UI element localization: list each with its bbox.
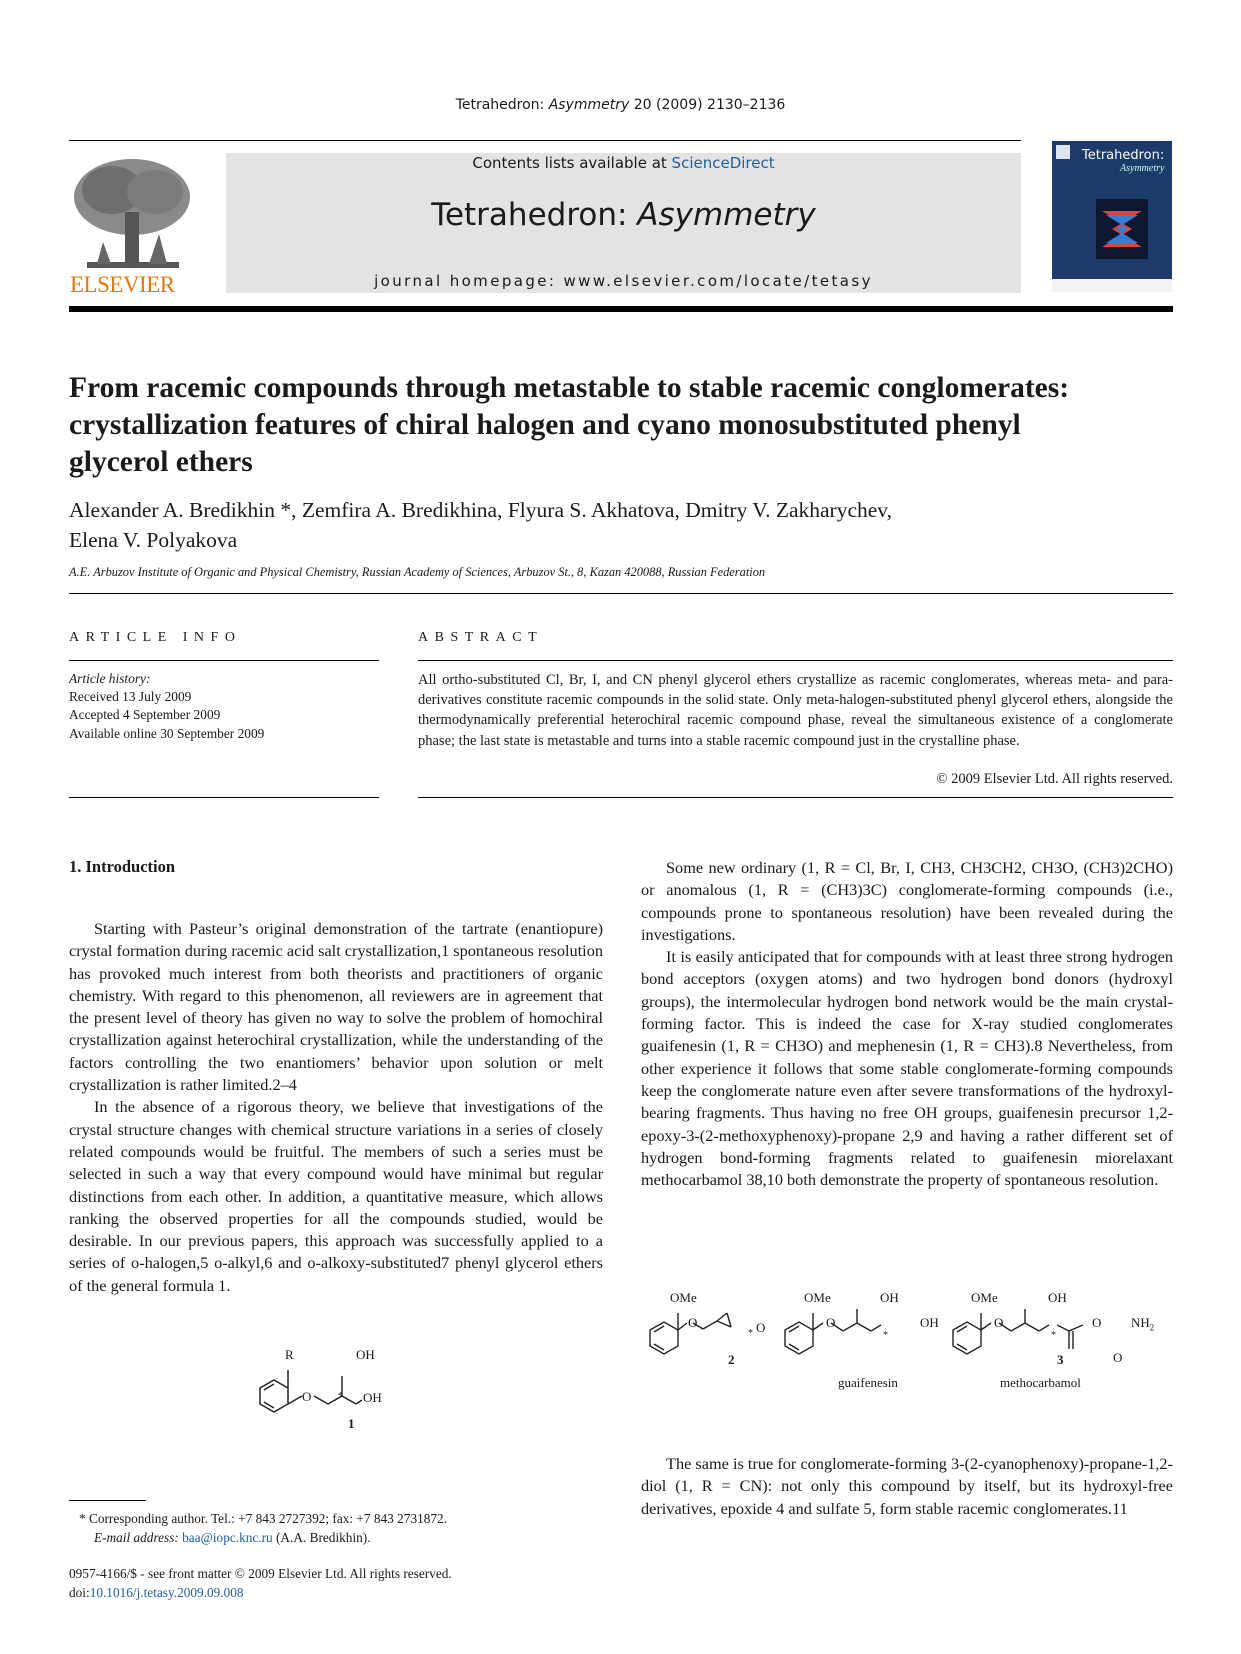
sciencedirect-link[interactable]: ScienceDirect <box>671 154 775 172</box>
journal-name: Tetrahedron: Asymmetry <box>431 197 816 233</box>
cover-subtitle: Asymmetry <box>1120 163 1165 174</box>
cover-title: Tetrahedron: <box>1082 148 1165 163</box>
guaifenesin-stereo: * <box>883 1330 888 1341</box>
methocarbamol-ome: OMe <box>971 1290 998 1305</box>
methocarbamol-number: 3 <box>1057 1352 1064 1367</box>
left-column <box>69 918 603 1297</box>
methocarbamol-oh: OH <box>1048 1290 1067 1305</box>
journal-homepage[interactable]: journal homepage: www.elsevier.com/locate/tetasy <box>374 272 873 290</box>
methocarbamol-o-ester: O <box>1092 1315 1102 1330</box>
guaifenesin-label: guaifenesin <box>838 1375 898 1390</box>
article-info-heading: ARTICLE INFO <box>69 630 242 645</box>
guaifenesin-ome: OMe <box>804 1290 831 1305</box>
formula-1-stereo-mark: * <box>338 1391 343 1402</box>
guaifenesin-oh: OH <box>880 1290 899 1305</box>
intro-paragraph-5: The same is true for conglomerate-forming 3-(2-cyanophenoxy)-propane-1,2-diol (1, R = CN): not only this compound by itself, but its hydroxyl-free derivatives, epoxide 4 and sulfate 5, form stable racemic conglomerates.11 <box>641 1454 1173 1518</box>
right-column-continued <box>641 1453 1173 1520</box>
formula-1-o-label: O <box>302 1389 312 1404</box>
intro-paragraph-2: In the absence of a rigorous theory, we believe that investigations of the crystal structure changes with chemical structure variations in a series of closely related compounds would be fruitful. The members of such a series must be selected in such a way that every compound would have minimal but regular distinctions from each other. In addition, a quantitative measure, which allows ranking the observed properties for all the compounds studied, would be desirable. In our previous papers, this approach was successfully applied to a series of o-halogen,5 o-alkyl,6 and o-alkoxy-substituted7 phenyl glycerol ethers of the general formula 1. <box>69 1097 603 1295</box>
compound-2-stereo: * <box>748 1328 753 1339</box>
contents-line: Contents lists available at ScienceDirect <box>472 154 775 172</box>
info-rule-bottom <box>69 797 379 798</box>
methocarbamol-o: O <box>994 1315 1004 1330</box>
doi-link[interactable]: 10.1016/j.tetasy.2009.09.008 <box>89 1584 244 1600</box>
article-history: Article history: Received 13 July 2009 Accepted 4 September 2009 Available online 30 September 2009 <box>69 671 265 741</box>
article-title: From racemic compounds through metastable to stable racemic conglomerates: crystallization features of chiral halogen and cyano monosubstituted phenyl glycerol ethers <box>69 372 1070 478</box>
methocarbamol-stereo: * <box>1051 1330 1056 1341</box>
intro-paragraph-1: Starting with Pasteur’s original demonstration of the tartrate (enantiopure) crystal formation during racemic acid salt crystallization,1 spontaneous resolution has provoked much interest from both theorists and practitioners of organic chemistry. With regard to this phenomenon, all reviewers are in agreement that the present level of theory has given no way to solve the problem of homochiral crystallization against heterochiral crystallization, while the understanding of the factors controlling the two enantiomers’ behavior upon solution or melt crystallization is rather limited.2–4 <box>69 919 603 1095</box>
title-rule <box>69 593 1173 594</box>
header-thick-rule <box>69 306 1173 312</box>
elsevier-wordmark: ELSEVIER <box>70 272 175 297</box>
intro-paragraph-4: It is easily anticipated that for compounds with at least three strong hydrogen bond acceptors (oxygen atoms) and two hydrogen bond donors (hydroxyl groups), the intermolecular hydrogen bond network would be the main crystal-forming factor. This is indeed the case for X-ray studied conglomerates guaifenesin (1, R = CH3O) and mephenesin (1, R = CH3).8 Nevertheless, from other experience it follows that some stable conglomerate-forming compounds keep the conglomerate nature even after severe transformations of the hydroxyl-bearing fragments. Thus having no free OH groups, guaifenesin precursor 1,2-epoxy-3-(2-methoxyphenoxy)-propane 2,9 and having a rather different set of hydrogen bond-forming fragments related to guaifenesin miorelaxant methocarbamol 38,10 both demonstrate the property of spontaneous resolution. <box>641 947 1173 1190</box>
footnote-rule <box>69 1500 146 1501</box>
methocarbamol-label: methocarbamol <box>1000 1375 1081 1390</box>
abstract-text: All ortho-substituted Cl, Br, I, and CN phenyl glycerol ethers crystallize as racemic conglomerates, whereas meta- and para-derivatives constitute racemic compounds in the solid state. Only meta-halogen-substituted phenyl glycerol ethers, alongside the thermodynamically preferential heterochiral racemic compound phase, reveal the simultaneous existence of a conglomerate phase; the last state is metastable and turns into a stable racemic compound just in the crystalline phase. <box>418 672 1173 749</box>
methocarbamol-nh2: $NH_2$ <box>1131 1315 1155 1333</box>
section-heading-introduction: 1. Introduction <box>69 857 176 876</box>
guaifenesin-o: O <box>826 1315 836 1330</box>
formula-1-structure <box>250 1340 430 1430</box>
running-head: Tetrahedron: Asymmetry 20 (2009) 2130–2136 <box>455 97 786 113</box>
abstract-rule-bottom <box>418 797 1173 798</box>
guaifenesin-oh-2: OH <box>920 1315 939 1330</box>
front-matter: 0957-4166/$ - see front matter © 2009 Elsevier Ltd. All rights reserved. doi:10.1016/j.tetasy.2009.09.008 <box>69 1566 452 1600</box>
methocarbamol-carbonyl-o: O <box>1113 1350 1123 1365</box>
formula-1-r-label: R <box>285 1347 294 1362</box>
header-rule <box>69 140 1021 141</box>
author-list: Alexander A. Bredikhin *, Zemfira A. Bredikhina, Flyura S. Akhatova, Dmitry V. Zakharychev, Elena V. Polyakova <box>69 498 893 552</box>
compound-2-number: 2 <box>728 1352 735 1367</box>
intro-paragraph-3: Some new ordinary (1, R = Cl, Br, I, CH3, CH3CH2, CH3O, (CH3)2CHO) or anomalous (1, R = (CH3)3C) conglomerate-forming compounds (i.e., compounds prone to spontaneous resolution) have been revealed during the investigations. <box>641 858 1173 944</box>
author-email-link[interactable]: baa@iopc.knc.ru <box>182 1529 273 1545</box>
formula-1-oh-label: OH <box>356 1347 375 1362</box>
info-rule-top <box>69 660 379 661</box>
compound-2-ome: OMe <box>670 1290 697 1305</box>
formula-1-oh-label-2: OH <box>363 1390 382 1405</box>
corresponding-author-footnote: * Corresponding author. Tel.: +7 843 2727392; fax: +7 843 2731872. E-mail address: baa@iopc.knc.ru (A.A. Bredikhin). <box>79 1511 448 1545</box>
formula-1-number: 1 <box>348 1416 355 1431</box>
abstract-heading: ABSTRACT <box>418 630 544 645</box>
right-column <box>641 857 1173 1191</box>
abstract-rule-top <box>418 660 1173 661</box>
compound-scheme-structures <box>645 1285 1185 1405</box>
compound-2-o-epoxide: O <box>756 1320 766 1335</box>
abstract-copyright: © 2009 Elsevier Ltd. All rights reserved. <box>936 771 1173 787</box>
affiliation: A.E. Arbuzov Institute of Organic and Physical Chemistry, Russian Academy of Sciences, Arbuzov St., 8, Kazan 420088, Russian Federation <box>69 565 766 579</box>
compound-2-o: O <box>688 1315 698 1330</box>
